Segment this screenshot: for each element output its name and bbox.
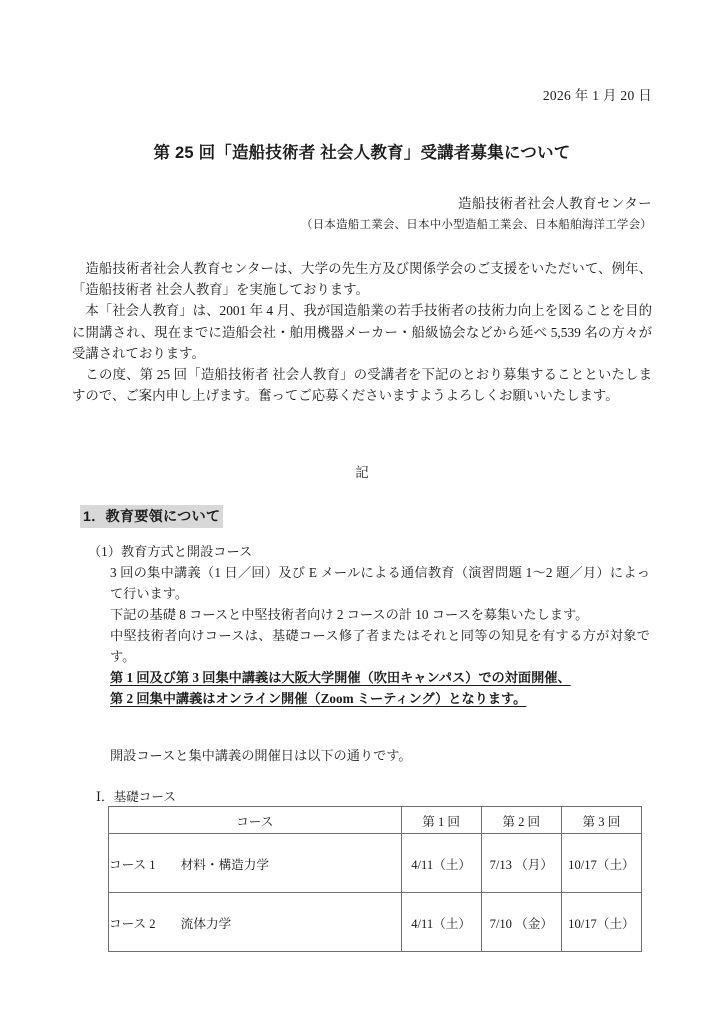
course-session-3-date: 10/17（土）	[561, 834, 641, 893]
emphasized-line-1: 第 1 回及び第 3 回集中講義は大阪大学開催（吹田キャンパス）での対面開催、	[110, 670, 571, 685]
table-row	[109, 893, 642, 952]
course-session-3-date: 10/17（土）	[561, 893, 641, 952]
table-caption: Ⅰ．基礎コース	[96, 790, 176, 804]
subsection-label-1: （1）教育方式と開設コース	[88, 544, 253, 559]
course-schedule-note: 開設コースと集中講義の開催日は以下の通りです。	[110, 748, 412, 763]
intro-paragraph-2: 本「社会人教育」は、2001 年 4 月、我が国造船業の若手技術者の技術力向上を図ることを目的に開講され、現在までに造船会社・舶用機器メーカー・船級協会などから延べ 5,539 名の方々が受講されております。	[72, 303, 652, 361]
course-session-2-date: 7/10 （金）	[481, 893, 561, 952]
intro-paragraphs	[72, 258, 652, 406]
issuer-affiliations: （日本造船工業会、日本中小型造船工業会、日本船舶海洋工学会）	[301, 218, 652, 231]
document-date: 2026 年 1 月 20 日	[542, 88, 652, 103]
table-header-session-3: 第 3 回	[561, 807, 641, 834]
course-session-1-date: 4/11（土）	[401, 893, 481, 952]
intro-paragraph-1: 造船技術者社会人教育センターは、大学の先生方及び関係学会のご支援をいただいて、例年、「造船技術者 社会人教育」を実施しております。	[72, 261, 652, 298]
section-heading-1: 1．教育要領について	[80, 505, 223, 528]
ki-mark: 記	[355, 465, 369, 480]
course-session-1-date: 4/11（土）	[401, 834, 481, 893]
issuer-name: 造船技術者社会人教育センター	[457, 196, 652, 211]
intro-paragraph-3: この度、第 25 回「造船技術者 社会人教育」の受講者を下記のとおり募集することといたしますので、ご案内申し上げます。奮ってご応募くださいますようよろしくお願いいたします。	[72, 367, 652, 404]
basic-course-table	[108, 806, 642, 952]
table-header-session-1: 第 1 回	[401, 807, 481, 834]
course-session-2-date: 7/13 （月）	[481, 834, 561, 893]
table-header-session-2: 第 2 回	[481, 807, 561, 834]
page-title: 第 25 回「造船技術者 社会人教育」受講者募集について	[153, 144, 571, 162]
course-name: コース 1 材料・構造力学	[109, 834, 402, 893]
subsection-line-3: 中堅技術者向けコースは、基礎コース修了者またはそれと同等の知見を有する方が対象です。	[110, 628, 650, 664]
table-row	[109, 834, 642, 893]
subsection-line-2: 下記の基礎 8 コースと中堅技術者向け 2 コースの計 10 コースを募集いたします。	[110, 607, 589, 622]
subsection-line-1: 3 回の集中講義（1 日／回）及び E メールによる通信教育（演習問題 1〜2 題／月）によって行います。	[110, 565, 650, 601]
table-header-row	[109, 807, 642, 834]
table-header-course: コース	[109, 807, 402, 834]
course-name: コース 2 流体力学	[109, 893, 402, 952]
subsection-body-1	[110, 562, 650, 709]
issuer-block	[301, 194, 652, 233]
emphasized-line-2: 第 2 回集中講義はオンライン開催（Zoom ミーティング）となります。	[110, 691, 527, 706]
